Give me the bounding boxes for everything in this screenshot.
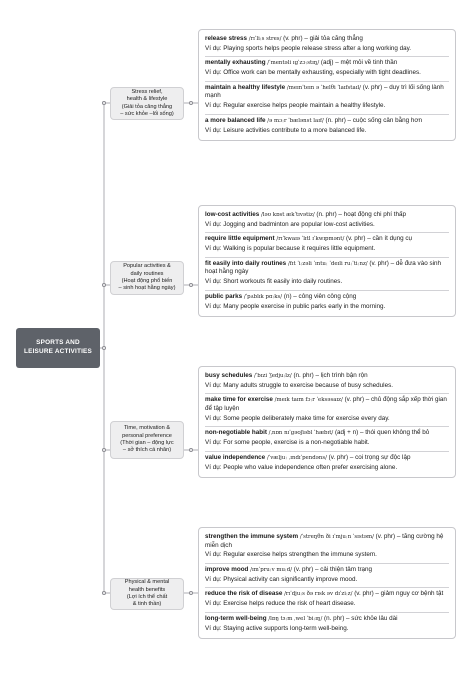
vocab-ipa: /meɪnˈteɪn ə ˈhelθi ˈlaɪfstaɪl/ <box>286 84 361 91</box>
vocab-meaning: (n) – công viên công cộng <box>283 292 357 300</box>
vocab-example: Ví dụ: People who value independence often prefer exercising alone. <box>205 463 398 471</box>
branch-label-line: & tinh thần) <box>132 601 162 608</box>
vocab-term: reduce the risk of disease <box>205 590 283 598</box>
vocab-meaning: (n. phr) – hoạt động chi phí thấp <box>316 211 407 218</box>
vocab-meaning: (v. phr) – cần ít dụng cụ <box>346 235 413 243</box>
vocab-term: mentally exhausting <box>205 59 266 67</box>
vocab-meaning: (v. phr) – coi trọng sự độc lập <box>328 453 411 461</box>
branch-node <box>110 261 184 295</box>
vocab-term: a more balanced life <box>205 116 266 124</box>
vocab-example: Ví dụ: Staying active supports long-term well-being. <box>205 624 349 632</box>
branch-label-line: (Thời gian – động lực <box>120 440 174 446</box>
vocab-entry <box>205 452 449 475</box>
root-title-line-2: LEISURE ACTIVITIES <box>24 348 92 355</box>
branch-label-line: – sinh hoạt hằng ngày) <box>118 285 176 292</box>
vocab-example: Ví dụ: Jogging and badminton are popular low-cost activities. <box>205 220 375 228</box>
vocab-term: busy schedules <box>205 372 253 379</box>
junction-dot <box>189 591 193 595</box>
junction-dot <box>189 101 193 105</box>
branch-label-line: Stress relief, <box>131 88 163 95</box>
vocab-entry <box>205 394 449 427</box>
vocab-ipa: /rɪˈkwaɪə ˈlɪtl ɪˈkwɪpmənt/ <box>276 236 345 243</box>
root-title-line-1: SPORTS AND <box>36 339 80 347</box>
vocab-term: improve mood <box>205 566 249 574</box>
vocab-entry <box>205 209 449 233</box>
vocab-entry <box>205 233 449 257</box>
vocab-meaning: (v. phr) – giải tỏa căng thẳng <box>283 35 363 42</box>
branch-label-line: Time, motivation & <box>123 425 171 432</box>
branch-label-line: personal preference <box>122 432 172 439</box>
junction-dot <box>189 283 193 287</box>
junction-dot <box>102 283 106 287</box>
vocab-example: Ví dụ: Leisure activities contribute to a more balanced life. <box>205 126 367 134</box>
vocab-ipa: /ə mɔːr ˈbælənst laɪf/ <box>267 117 324 124</box>
branch-node <box>110 578 184 610</box>
vocab-example: Ví dụ: Regular exercise helps strengthen the immune system. <box>205 551 377 559</box>
root-topic <box>16 328 100 368</box>
vocab-term: maintain a healthy lifestyle <box>205 83 286 91</box>
vocab-ipa: /ˈstreŋθn ði ɪˈmjuːn ˈsɪstəm/ <box>299 534 374 540</box>
vocab-term: public parks <box>205 292 243 300</box>
vocab-term: non-negotiable habit <box>205 429 267 437</box>
vocab-ipa: /ˈvæljuː ˌɪndɪˈpendəns/ <box>266 454 327 461</box>
vocab-meaning: (adj + n) – thói quen không thể bỏ <box>334 429 430 437</box>
branch-label-line: – sức khỏe –lối sống) <box>120 110 174 117</box>
vocab-example: Ví dụ: Some people deliberately make time for exercise every day. <box>205 414 390 422</box>
branch-label-line: health & lifestyle <box>126 96 168 103</box>
vocab-entry <box>205 115 449 138</box>
vocab-ipa: /ˈmentəli ɪɡˈzɔːstɪŋ/ <box>267 60 320 67</box>
vocab-term: fit easily into daily routines <box>205 259 287 267</box>
vocab-entry <box>205 613 449 636</box>
vocab-example: Ví dụ: Many adults struggle to exercise because of busy schedules. <box>205 381 393 389</box>
vocabulary-group <box>198 366 456 478</box>
vocab-meaning: (v. phr) – chủ động sắp xếp thời gian để tập luyện <box>205 396 447 413</box>
vocab-meaning: (v. phr) – duy trì lối sống lành mạnh <box>205 83 444 100</box>
vocab-example: Ví dụ: Regular exercise helps people maintain a healthy lifestyle. <box>205 102 386 110</box>
vocab-example: Ví dụ: Playing sports helps people release stress after a long working day. <box>205 44 412 52</box>
junction-dot <box>102 591 106 595</box>
vocab-meaning: (n. phr) – cuộc sống cân bằng hơn <box>325 116 423 124</box>
vocab-term: long-term well-being <box>205 614 267 622</box>
vocab-entry <box>205 531 449 564</box>
vocab-ipa: /rɪˈdjuːs ðə rɪsk əv dɪˈziːz/ <box>284 591 353 598</box>
vocab-term: value independence <box>205 453 266 461</box>
vocab-term: require little equipment <box>205 235 275 243</box>
branch-label-line: (Hoạt động phổ biến <box>121 278 173 284</box>
vocab-example: Ví dụ: Short workouts fit easily into daily routines. <box>205 278 343 286</box>
branch-label-line: (Lợi ích thể chất <box>126 594 168 600</box>
vocab-ipa: /lɒŋ tɜːm ˌwel ˈbiːɪŋ/ <box>268 615 323 622</box>
vocab-entry <box>205 33 449 57</box>
vocab-example: Ví dụ: For some people, exercise is a non-negotiable habit. <box>205 439 370 447</box>
vocab-ipa: /fɪt ˈiːzəli ˈɪntuː ˈdeɪli ruːˈtiːnz/ <box>287 260 368 267</box>
vocab-term: release stress <box>205 35 248 42</box>
vocab-ipa: /rɪˈliːs stres/ <box>248 36 282 42</box>
vocab-meaning: (n. phr) – lịch trình bận rộn <box>293 372 368 379</box>
junction-dot <box>102 346 106 350</box>
vocab-entry <box>205 427 449 451</box>
branch-label-line: (Giải tỏa căng thẳng <box>121 103 173 110</box>
branch-label-line: Physical & mental <box>124 579 170 586</box>
vocab-ipa: /ˌnɒn nɪˈɡəʊʃiəbl ˈhæbɪt/ <box>268 430 334 437</box>
vocab-example: Ví dụ: Many people exercise in public parks early in the morning. <box>205 302 386 310</box>
vocab-term: make time for exercise <box>205 396 273 404</box>
vocab-ipa: /ɪmˈpruːv muːd/ <box>250 567 293 574</box>
vocab-meaning: (adj) – mệt mỏi về tinh thần <box>320 59 398 67</box>
vocab-meaning: (v. phr) – cải thiện tâm trạng <box>293 566 373 574</box>
vocab-entry <box>205 588 449 612</box>
vocabulary-group <box>198 527 456 639</box>
vocab-entry <box>205 82 449 115</box>
junction-dot <box>102 101 106 105</box>
vocabulary-group <box>198 29 456 141</box>
branch-label-line: health benefits <box>128 586 166 593</box>
junction-dot <box>189 448 193 452</box>
vocab-example: Ví dụ: Physical activity can significantly improve mood. <box>205 575 358 583</box>
vocab-ipa: /ˈbɪzi ˈʃedjuːlz/ <box>254 373 292 379</box>
vocab-meaning: (n. phr) – sức khỏe lâu dài <box>324 614 398 622</box>
vocab-ipa: /meɪk taɪm fɔːr ˈeksəsaɪz/ <box>274 397 343 404</box>
branch-node <box>110 421 184 459</box>
vocab-entry <box>205 258 449 291</box>
vocab-meaning: (v. phr) – tăng cường hệ miễn dịch <box>205 533 444 549</box>
vocab-example: Ví dụ: Office work can be mentally exhausting, especially with tight deadlines. <box>205 69 421 77</box>
branch-label-line: Popular activities & <box>123 263 171 270</box>
branch-label-line: daily routines <box>130 270 164 277</box>
vocab-meaning: (v. phr) – dễ đưa vào sinh hoạt hằng ngày <box>205 259 442 276</box>
junction-dot <box>102 448 106 452</box>
vocab-ipa: /ˈpʌblɪk pɑːks/ <box>243 293 283 300</box>
vocab-ipa: /ləʊ kɒst ækˈtɪvətiz/ <box>261 212 315 218</box>
vocab-example: Ví dụ: Walking is popular because it requires little equipment. <box>205 245 376 253</box>
branch-label-line: – sở thích cá nhân) <box>122 447 172 454</box>
vocab-example: Ví dụ: Exercise helps reduce the risk of heart disease. <box>205 600 356 608</box>
vocab-meaning: (v. phr) – giảm nguy cơ bệnh tật <box>354 590 444 598</box>
vocab-entry <box>205 370 449 394</box>
vocab-term: strengthen the immune system <box>205 533 299 540</box>
vocab-entry <box>205 564 449 588</box>
vocab-term: low-cost activities <box>205 211 260 218</box>
branch-node <box>110 87 184 120</box>
vocab-entry <box>205 57 449 81</box>
vocab-entry <box>205 291 449 314</box>
vocabulary-group <box>198 205 456 317</box>
